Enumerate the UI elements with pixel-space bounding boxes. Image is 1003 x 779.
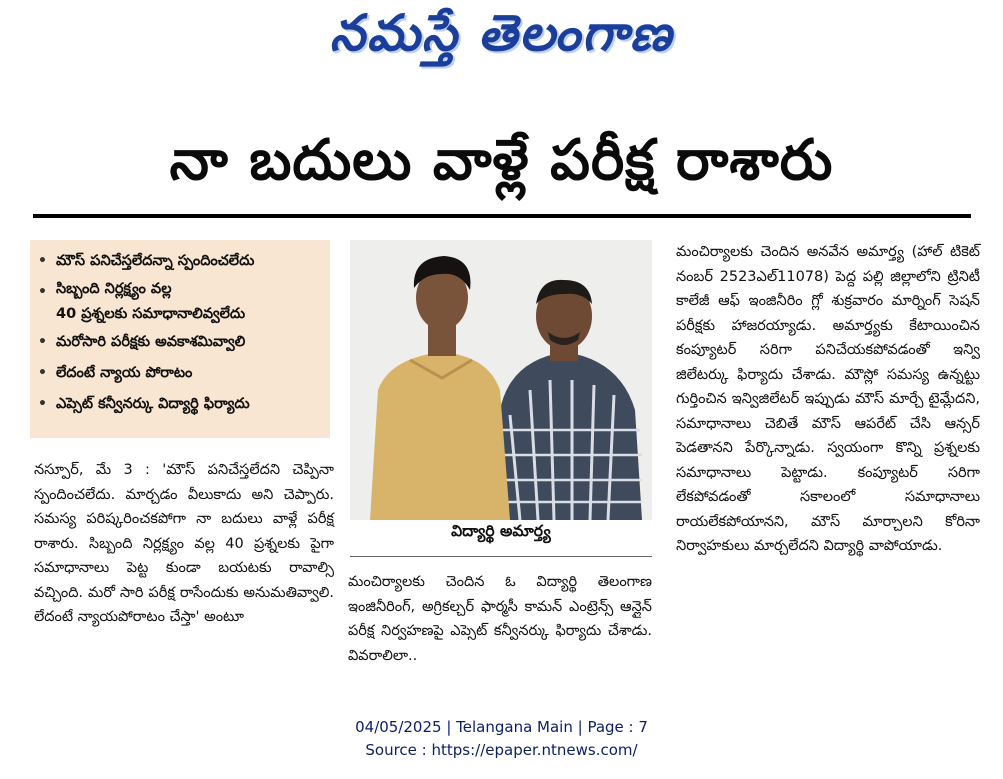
headline-rule (33, 214, 971, 218)
highlight-item: • సిబ్బంది నిర్లక్ష్యం వల్ల 40 ప్రశ్నలకు సమాధానాలివ్వలేదు (34, 277, 326, 327)
footer (0, 716, 1003, 762)
masthead-title: నమస్తే తెలంగాణ (329, 3, 674, 62)
highlight-item: • మౌస్ పనిచేస్తలేదన్నా స్పందించలేదు (34, 246, 326, 277)
masthead (0, 0, 1003, 78)
student-photo (350, 240, 652, 520)
bullet-icon: • (38, 334, 47, 350)
bullet-icon: • (38, 284, 47, 300)
bullet-icon: • (38, 396, 47, 412)
photo-caption: విద్యార్థి అమార్త్య (451, 522, 551, 540)
article-column-2: మంచిర్యాలకు చెందిన ఓ విద్యార్థి తెలంగాణ ఇంజినీరింగ్, అగ్రికల్చర్ ఫార్మసీ కామన్ ఎంట్రెన్స్ ఆన్లైన్ పరీక్ష నిర్వహణపై ఎప్సెట్ కన్వీనర్కు ఫిర్యాదు చేశాడు. వివరాలిలా.. (348, 574, 652, 664)
footer-source-line: Source : https://epaper.ntnews.com/ (365, 741, 638, 759)
highlight-item: • ఎప్సెట్ కన్వీనర్కు విద్యార్థి ఫిర్యాదు (34, 389, 326, 420)
headline: నా బదులు వాళ్లే పరీక్ష రాశారు (169, 128, 834, 193)
bullet-icon: • (38, 365, 47, 381)
bullet-icon: • (38, 253, 47, 269)
photo-illustration (350, 240, 652, 520)
article-column-3: మంచిర్యాలకు చెందిన అనవేన అమార్త్య (హాల్ టికెట్ నంబర్ 2523ఎల్11078) పెద్ద పల్లి జిల్లాలోని ట్రినిటీ కాలేజీ ఆఫ్ ఇంజినీరిం గ్లో శుక్రవారం మార్నింగ్ సెషన్ పరీక్షకు హాజరయ్యాడు. అమార్త్యకు కేటాయించిన కంప్యూటర్ సరిగా పనిచేయకపోవడంతో ఇన్వి జిలేటర్కు ఫిర్యాదు చేశాడు. మౌస్లో సమస్య ఉన్నట్టు గుర్తించిన ఇన్విజిలేటర్ ఇప్పుడు మౌస్ మార్చే టైమ్లేదని, సమాధానాలు చెబితే మౌస్ ఆపరేట్ చేసి ఆన్సర్ పెడతానని పేర్కొన్నాడు. స్వయంగా కొన్ని ప్రశ్నలకు సమాధానాలు పెట్టాడు. కంప్యూటర్ సరిగా లేకపోవడంతో సకాలంలో సమాధానాలు రాయలేకపోయానని, మౌస్ మార్చాలని కోరినా నిర్వాహకులు మార్చలేదని విద్యార్థి వాపోయాడు. (676, 244, 980, 554)
article-column-1: నస్పూర్, మే 3 : 'మౌస్ పనిచేస్తలేదని చెప్పినా స్పందించలేదు. మార్చడం వీలుకాదు అని చెప్పారు. సమస్య పరిష్కరించకపోగా నా బదులు వాళ్లే పరీక్ష రాశారు. సిబ్బంది నిర్లక్ష్యం వల్ల 40 ప్రశ్నలకు పైగా సమాధానాలు పెట్ట కుండా బయటకు రావాల్సి వచ్చింది. మరో సారి పరీక్ష రాసేందుకు అనుమతివ్వాలి. లేదంటే న్యాయపోరాటం చేస్తా' అంటూ (34, 462, 334, 625)
highlight-item: • మరోసారి పరీక్షకు అవకాశమివ్వాలి (34, 327, 326, 358)
footer-date-line: 04/05/2025 | Telangana Main | Page : 7 (355, 718, 648, 736)
highlights-box (30, 240, 330, 438)
highlight-item: • లేదంటే న్యాయ పోరాటం (34, 358, 326, 389)
caption-rule (350, 556, 652, 557)
